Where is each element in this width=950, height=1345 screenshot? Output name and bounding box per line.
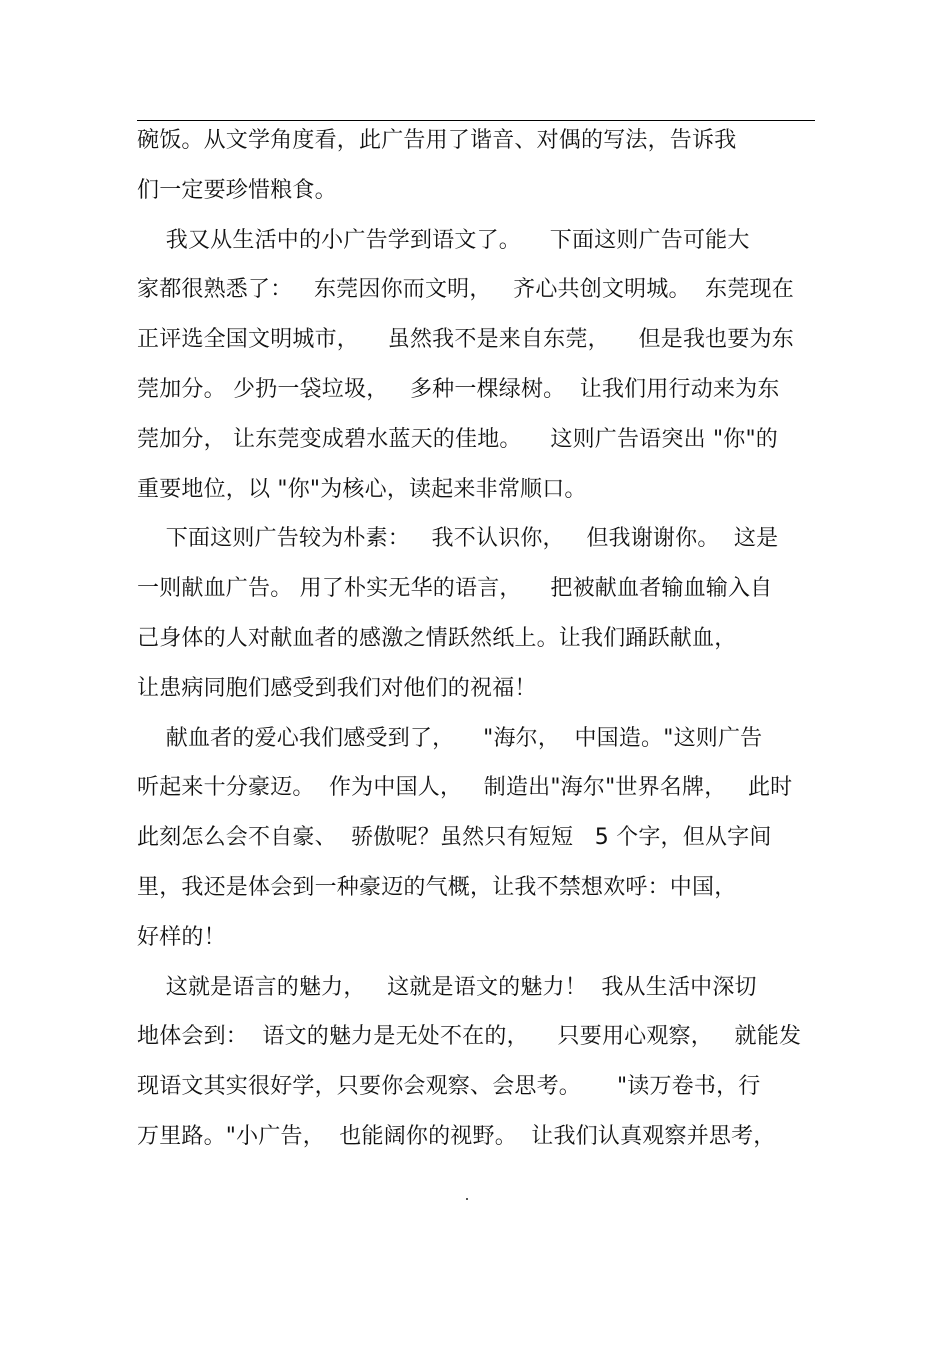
text-line: 此刻怎么会不自豪、 骄傲呢？虽然只有短短 5 个字，但从字间 xyxy=(137,825,772,851)
text-line: 里，我还是体会到一种豪迈的气概，让我不禁想欢呼：中国， xyxy=(137,874,737,900)
text-line: 重要地位，以 "你"为核心，读起来非常顺口。 xyxy=(137,476,587,502)
text-line: 正评选全国文明城市， 虽然我不是来自东莞， 但是我也要为东 xyxy=(137,327,794,353)
text-line: 听起来十分豪迈。 作为中国人， 制造出"海尔"世界名牌， 此时 xyxy=(137,775,793,801)
text-line: 地体会到： 语文的魅力是无处不在的， 只要用心观察， 就能发 xyxy=(137,1024,802,1050)
text-line: 现语文其实很好学，只要你会观察、会思考。 "读万卷书，行 xyxy=(137,1074,761,1100)
text-line: 一则献血广告。 用了朴实无华的语言， 把被献血者输血输入自 xyxy=(137,576,773,602)
text-line: 献血者的爱心我们感受到了， "海尔， 中国造。"这则广告 xyxy=(137,725,763,751)
text-line: 莞加分， 让东莞变成碧水蓝天的佳地。 这则广告语突出 "你"的 xyxy=(137,426,778,452)
text-line: 好样的！ xyxy=(137,924,226,950)
text-line: 这就是语言的魅力， 这就是语文的魅力！ 我从生活中深切 xyxy=(137,974,757,1000)
footer-mark xyxy=(466,1198,468,1200)
text-line: 们一定要珍惜粮食。 xyxy=(137,177,337,203)
text-line: 家都很熟悉了： 东莞因你而文明， 齐心共创文明城。 东莞现在 xyxy=(137,277,794,303)
text-line: 万里路。"小广告， 也能阔你的视野。 让我们认真观察并思考， xyxy=(137,1123,776,1149)
text-line: 碗饭。从文学角度看，此广告用了谐音、对偶的写法，告诉我 xyxy=(137,128,737,153)
text-line: 让患病同胞们感受到我们对他们的祝福！ xyxy=(137,675,537,701)
text-line: 下面这则广告较为朴素： 我不认识你， 但我谢谢你。 这是 xyxy=(137,526,779,552)
text-line: 莞加分。 少扔一袋垃圾， 多种一棵绿树。 让我们用行动来为东 xyxy=(137,376,780,402)
text-line: 我又从生活中的小广告学到语文了。 下面这则广告可能大 xyxy=(137,227,750,253)
body-text xyxy=(137,116,817,1162)
text-line: 己身体的人对献血者的感激之情跃然纸上。让我们踊跃献血， xyxy=(137,625,737,651)
